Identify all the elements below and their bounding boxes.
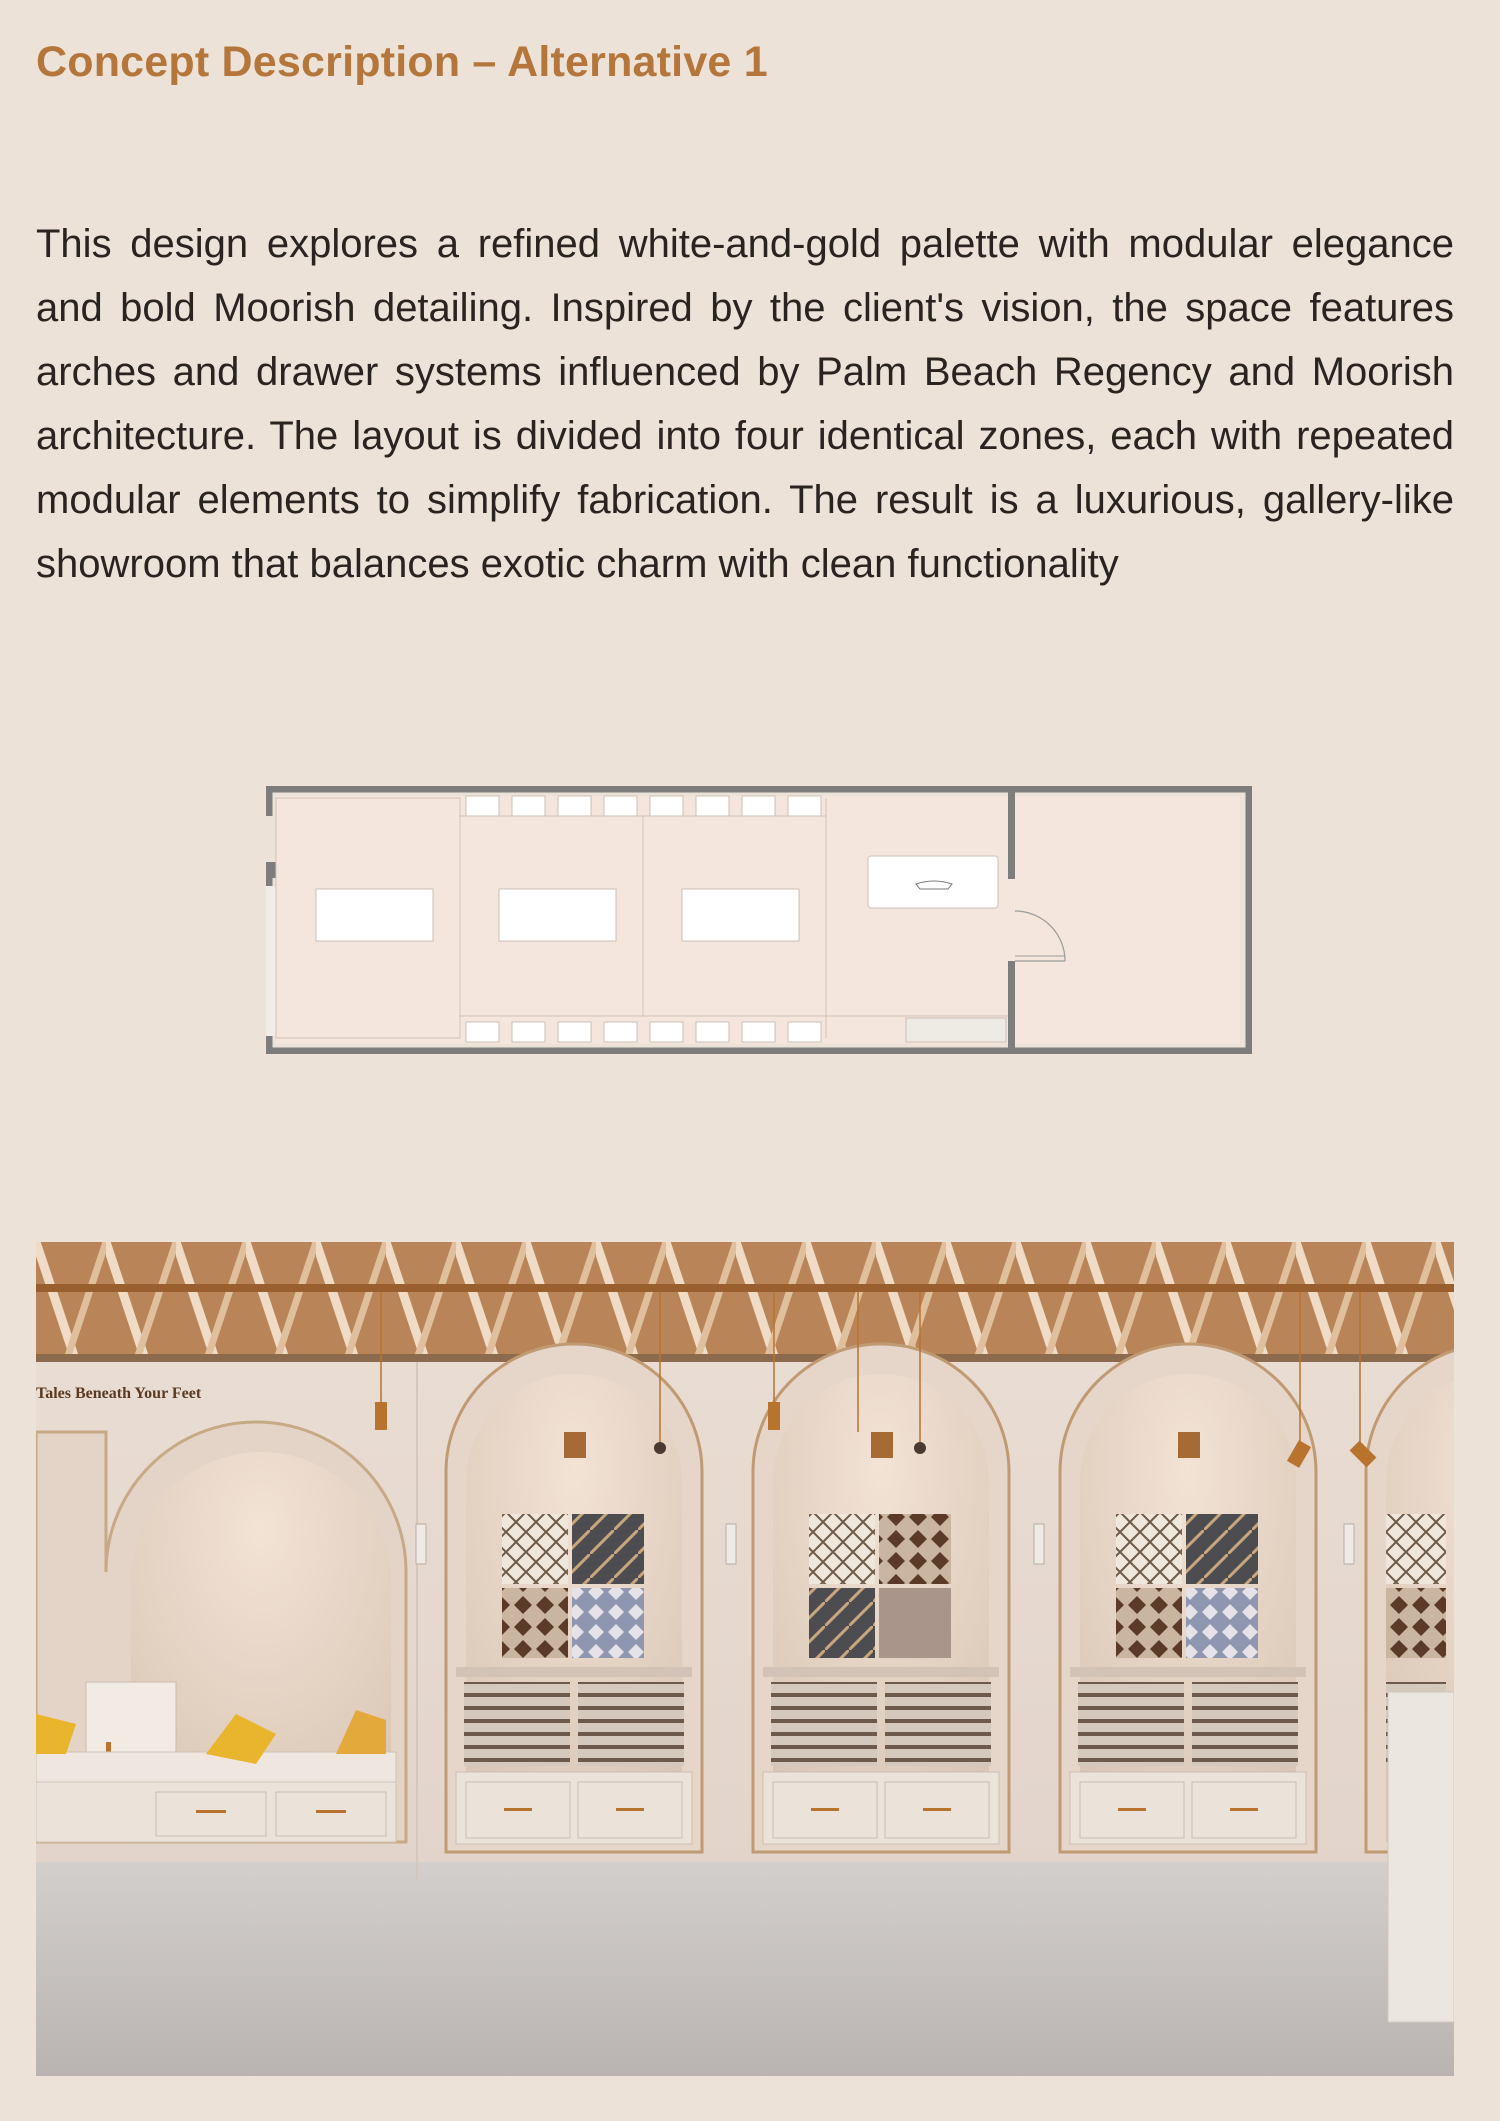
concept-description: This design explores a refined white-and-gold palette with modular elegance and bold Moorish detailing. Inspired by the client's vision, the space features arches and drawer systems influenced by Palm Beach Regency and Moorish architecture. The layout is divided into four identical zones, each with repeated modular elements to simplify fabrication. The result is a luxurious, gallery-like showroom that balances exotic charm with clean functionality (36, 222, 1454, 586)
floor-plan (266, 786, 1252, 1054)
page-title: Concept Description – Alternative 1 (36, 38, 768, 86)
seating-alcove (36, 1422, 406, 1842)
arch-unit-2 (753, 1344, 1009, 1852)
sign-zone-1: Tales Beneath Your Feet (36, 1385, 202, 1402)
arch-unit-3 (1060, 1344, 1316, 1852)
arch-unit-1 (446, 1344, 702, 1852)
showroom-render (36, 1242, 1454, 2076)
